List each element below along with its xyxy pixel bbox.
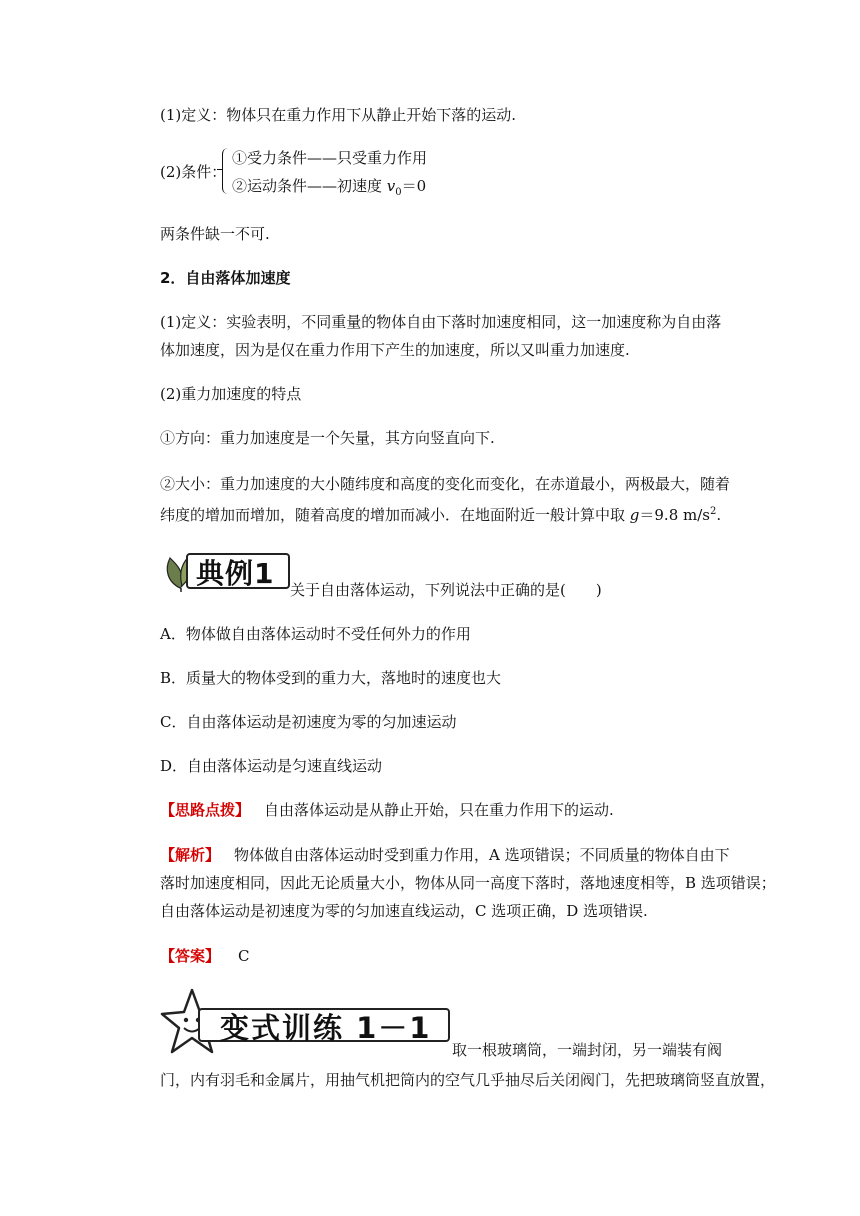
acceleration-definition-line2: 体加速度，因为是仅在重力作用下产生的加速度，所以又叫重力加速度. <box>160 341 630 359</box>
condition-brace <box>222 148 231 194</box>
example-banner <box>160 548 288 592</box>
hint-text: 自由落体运动是从静止开始，只在重力作用下的运动. <box>264 801 614 819</box>
analysis-label: 【解析】 <box>160 846 221 864</box>
unit-superscript: 2 <box>710 506 717 517</box>
condition-motion <box>232 176 426 203</box>
gravity-value: ＝9.8 m/s <box>639 506 710 524</box>
feature-title: (2)重力加速度的特点 <box>160 385 302 403</box>
option-a: A．物体做自由落体运动时不受任何外力的作用 <box>160 625 471 643</box>
answer-text: C <box>238 947 250 965</box>
training-banner-text: 变式训练 1－1 <box>220 1011 432 1045</box>
condition-note: 两条件缺一不可. <box>160 225 270 243</box>
answer-label: 【答案】 <box>160 947 221 965</box>
section-heading-acceleration: 2．自由落体加速度 <box>160 269 291 287</box>
condition-motion-value: ＝0 <box>401 177 427 195</box>
hint-paragraph <box>160 800 614 820</box>
freefall-definition: (1)定义：物体只在重力作用下从静止开始下落的运动. <box>160 106 517 124</box>
velocity-subscript: 0 <box>395 187 402 198</box>
hint-label: 【思路点拨】 <box>160 801 251 819</box>
condition-label: (2)条件： <box>160 163 227 181</box>
gravity-symbol: g <box>629 506 640 524</box>
option-c: C．自由落体运动是初速度为零的匀加速运动 <box>160 713 457 731</box>
option-b: B．质量大的物体受到的重力大，落地时的速度也大 <box>160 669 502 687</box>
analysis-line1 <box>160 845 730 865</box>
training-line2: 门，内有羽毛和金属片，用抽气机把筒内的空气几乎抽尽后关闭阀门，先把玻璃筒竖直放置， <box>160 1071 776 1089</box>
feature-size-line2 <box>160 502 721 525</box>
answer-paragraph <box>160 946 250 966</box>
velocity-symbol: v <box>386 177 396 195</box>
training-banner <box>160 988 450 1056</box>
analysis-line2: 落时加速度相同，因此无论质量大小，物体从同一高度下落时，落地速度相等，B 选项错误； <box>160 874 776 892</box>
acceleration-definition-line1: (1)定义：实验表明，不同重量的物体自由下落时加速度相同，这一加速度称为自由落 <box>160 313 722 331</box>
condition-motion-text: ②运动条件——初速度 <box>232 177 387 195</box>
example-banner-text: 典例1 <box>196 557 275 590</box>
analysis-line3: 自由落体运动是初速度为零的匀加速直线运动，C 选项正确，D 选项错误. <box>160 902 648 920</box>
option-d: D．自由落体运动是匀速直线运动 <box>160 757 383 775</box>
feature-size-line1: ②大小：重力加速度的大小随纬度和高度的变化而变化，在赤道最小，两极最大，随着 <box>160 475 731 493</box>
example-question: 关于自由落体运动，下列说法中正确的是( ) <box>290 581 602 599</box>
condition-force: ①受力条件——只受重力作用 <box>232 149 428 167</box>
feature-direction: ①方向：重力加速度是一个矢量，其方向竖直向下. <box>160 429 495 447</box>
analysis-text1: 物体做自由落体运动时受到重力作用，A 选项错误；不同质量的物体自由下 <box>234 846 730 864</box>
training-line1: 取一根玻璃筒，一端封闭，另一端装有阀 <box>452 1041 723 1059</box>
feature-size-end: . <box>716 506 722 524</box>
feature-size-text: 纬度的增加而增加，随着高度的增加而减小．在地面附近一般计算中取 <box>160 506 630 524</box>
